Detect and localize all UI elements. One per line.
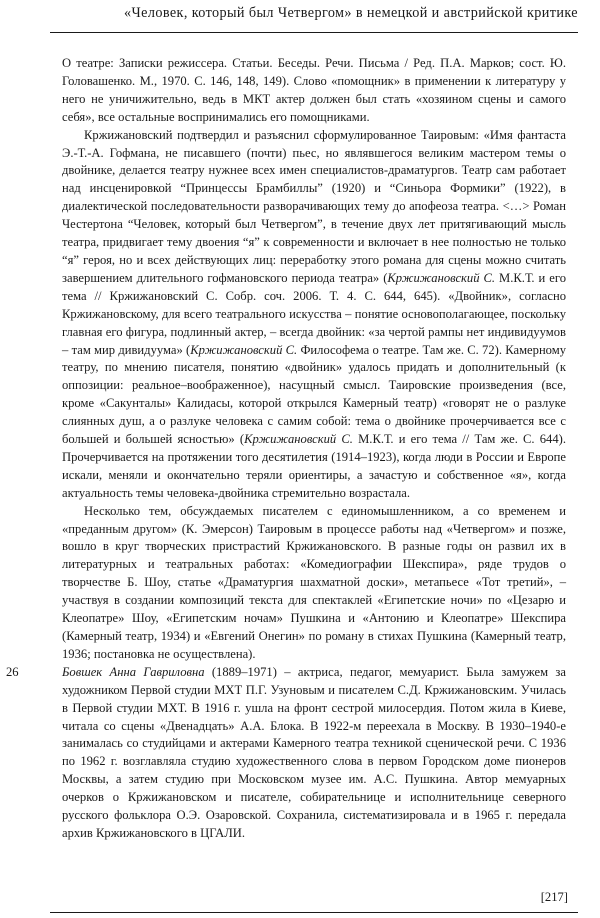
- paragraph-3: Несколько тем, обсуждаемых писателем с единомышленником, а со временем и «преданным другом» (К. Эмерсон) Таировым в процессе работы над «Четвергом» и позже, вошло в круг творческих пристрастий Кржижановского. В разные годы он развил их в литературных и театральных работах: «Комедиографии Шекспира», ряде трудов о творчестве Б. Шоу, статье «Драматургия шахматной доски», метапьесе «Тот третий», – участвуя в создании композиций текста для спектаклей «Египетские ночи» по «Цезарю и Клеопатре» Шоу, «Египетским ночам» Пушкина и «Антонию и Клеопатре» Шекспира (Камерный театр, 1934) и «Евгений Онегин» по роману в стихах Пушкина (Камерный театр, 1936; постановка не осуществлена).: [62, 503, 566, 661]
- footer-rule: [50, 912, 578, 913]
- citation-author: Кржижановский С.: [190, 342, 298, 357]
- paragraph-2: [62, 127, 566, 503]
- footnote-number: 26: [6, 664, 19, 679]
- running-header: «Человек, который был Четвергом» в немецкой и австрийской критике: [124, 5, 578, 21]
- footnote-26: [6, 664, 566, 843]
- paragraph-2-text-d: М.К.Т. и его тема // Там же. С. 644). Прочерчивается на протяжении того десятилетия (1914–1923), когда люди в России и Европе искали, меняли и окончательно теряли ориентиры, а зачастую и собственное «я», когда актуальность темы человека-двойника стремительно возрастала.: [62, 432, 566, 500]
- citation-author: Кржижановский С.: [244, 432, 353, 447]
- page-number: [217]: [540, 890, 568, 904]
- header-rule: [50, 32, 578, 33]
- paragraph-1: О театре: Записки режиссера. Статьи. Беседы. Речи. Письма / Ред. П.А. Марков; сост. Ю. Головашенко. М., 1970. С. 146, 148, 149). Слово «помощник» в применении к литературу у него не уничижительно, ведь в МКТ актер должен был стать «хозяином сцены и самого себя», все остальные воспринимались его помощниками.: [62, 56, 566, 124]
- citation-author: Кржижановский С.: [387, 270, 496, 285]
- footnote-text: (1889–1971) – актриса, педагог, мемуарист. Была замужем за художником Первой студии МХТ П.Г. Узуновым и писателем С.Д. Кржижановским. Училась в Первой студии МХТ. В 1916 г. ушла на фронт сестрой милосердия. Потом жила в Киеве, читала со сцены «Двенадцать» А.А. Блока. В 1922-м переехала в Москву. В 1930–1940-е занималась со студийцами и актерами Камерного театра техникой сценической речи. С 1936 по 1962 г. возглавляла студию художественного слова в первом Городском доме пионеров Москвы, а затем студию при Московском музее им. А.С. Пушкина. Автор мемуарных очерков о Кржижановском и писателе, собирательнице и исполнительнице северного русского фольклора О.Э. Озаровской. Сохранила, систематизировала и в 1965 г. передала архив Кржижановского в ЦГАЛИ.: [62, 664, 566, 840]
- paragraph-2-text-b: М.К.Т. и его тема // Кржижановский С. Собр. соч. 2006. Т. 4. С. 644, 645). «Двойник», согласно Кржижановскому, для всего театрального искусства – понятие основополагающее, поскольку главная его фигура, подлинный актер, – всегда двойник: «за чертой рампы нет индивидуумов – там мир дивидуума» (: [62, 270, 566, 357]
- paragraph-2-text-c: Философема о театре. Там же. С. 72). Камерному театру, по мнению писателя, понятию «двойник» удалось придать и дополнительный (к оппозиции: реальное–воображенное), насущный смысл. Таировские произведения (все, кроме «Сакунталы» Калидасы, которой открылся Камерный театр) «говорят не о разлуке слиянных душ, а о разлуке человека с самим собой: тема о двойнике прочерчивается все с большей и большей ясностью» (: [62, 342, 567, 447]
- footnote-name: Бовшек Анна Гавриловна: [62, 664, 205, 679]
- paragraph-2-text-a: Кржижановский подтвердил и разъяснил сформулированное Таировым: «Имя фантаста Э.-Т.-А. Гофмана, не писавшего (почти) пьес, но являвшегося великим мастером темы о двойнике, делается театру нужнее всех имен специалистов-драматургов. Театр сам работает над инсценировкой “Принцессы Брамбиллы” (1920) и “Синьора Формики” (1922), в диалектической последовательности разворачивающих тему до апофеоза театра. <…> Роман Честертона “Человек, который был Четвергом”, в течение двух лет притягивающий мысль театра, придвигает тему двоения “я” к современности и включает в нее полностью не только “я” героя, но и всех действующих лиц: переработку этого романа для сцены можно считать завершением длительного гофмановского периода театра» (: [62, 127, 566, 285]
- page-body: [6, 55, 567, 843]
